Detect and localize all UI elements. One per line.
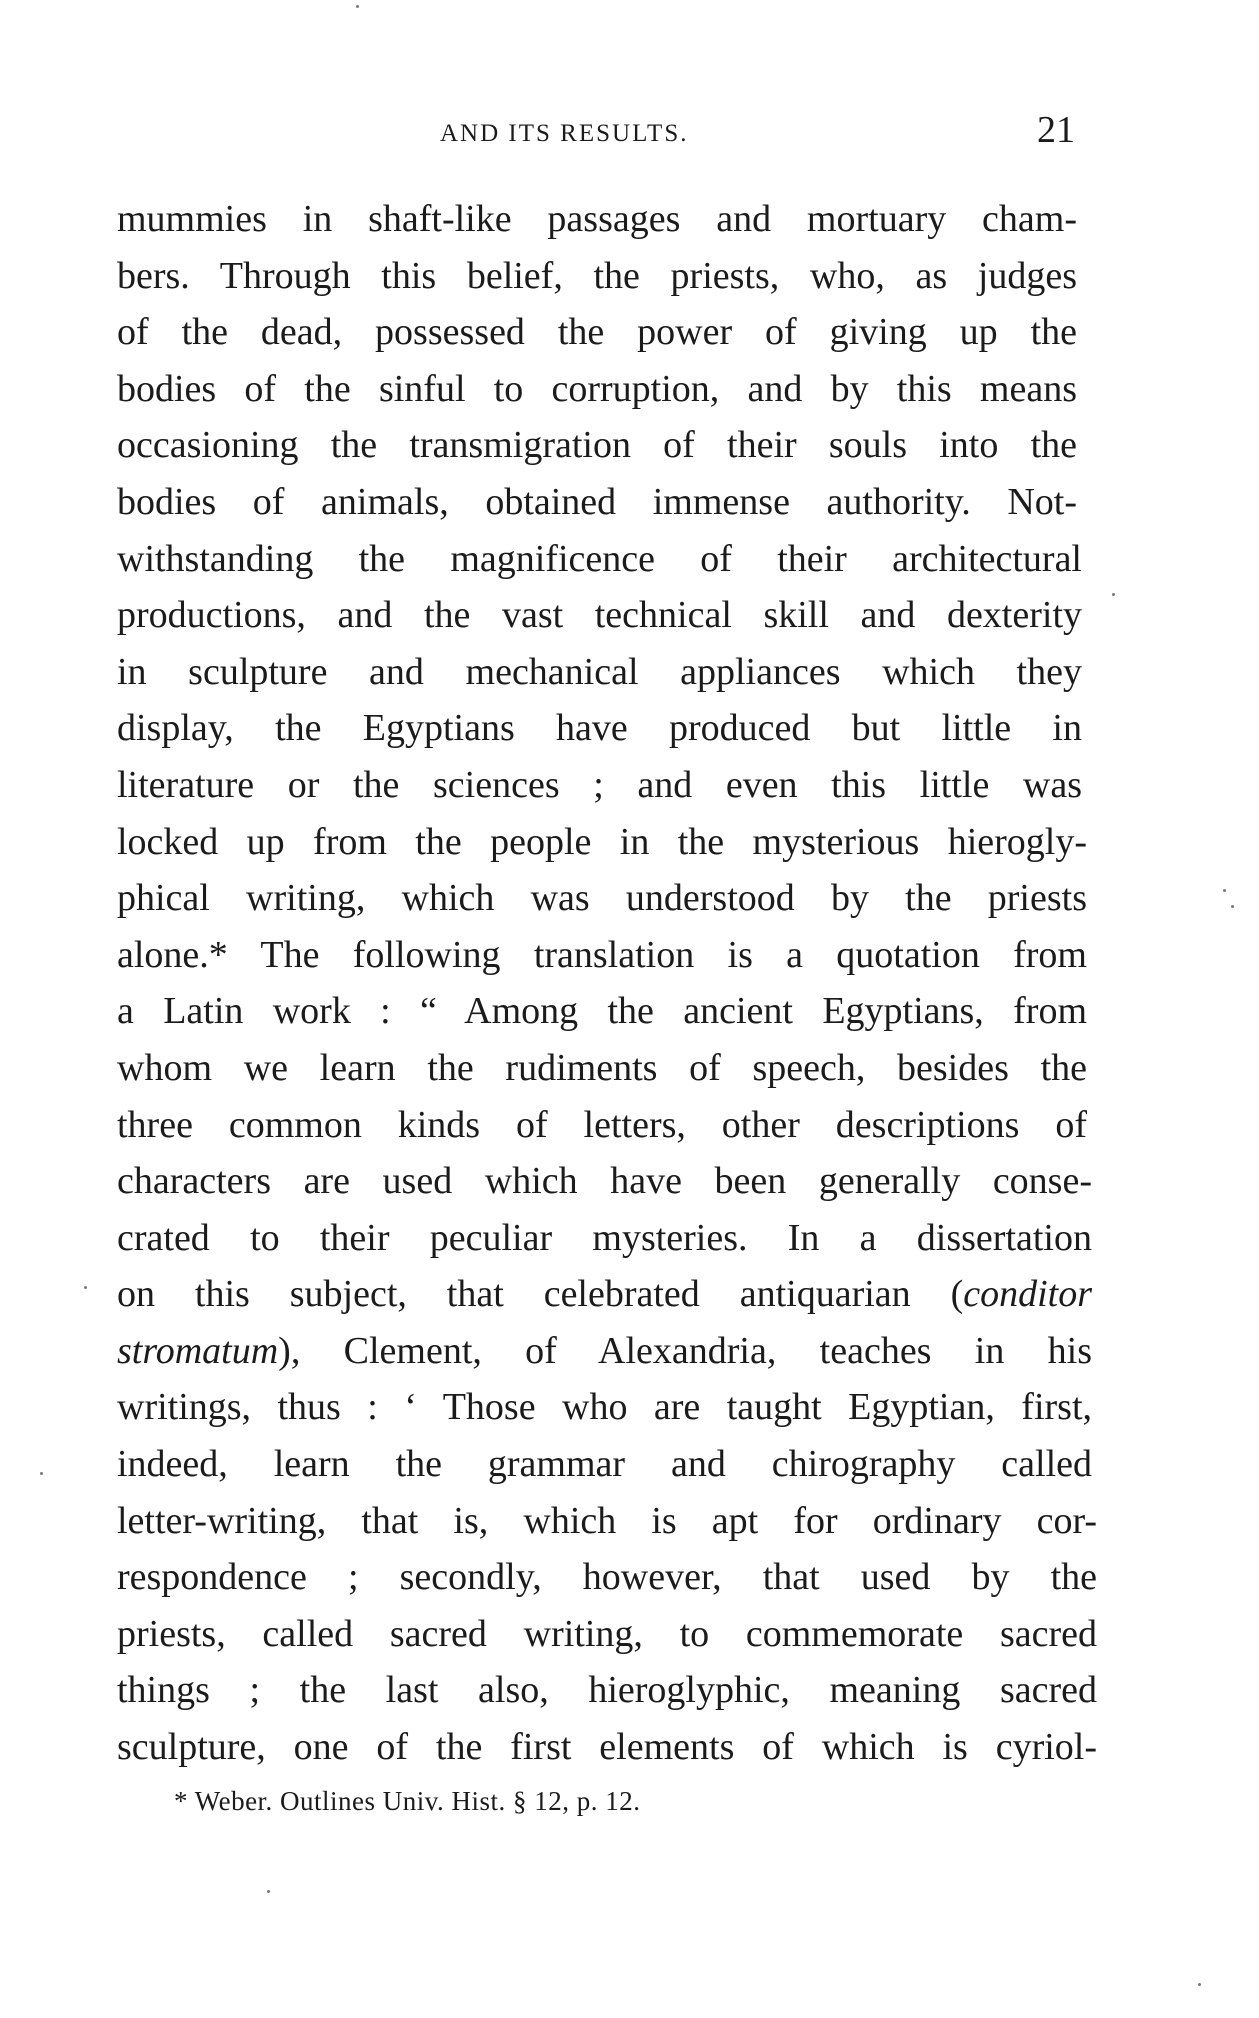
text-line: locked up from the people in the mysterious hierogly- xyxy=(117,820,1087,863)
paper-speck xyxy=(40,1472,43,1475)
text-line: sculpture, one of the first elements of which is cyriol- xyxy=(117,1726,1097,1769)
text-line: letter-writing, that is, which is apt for ordinary cor- xyxy=(117,1499,1097,1542)
running-head: AND ITS RESULTS. xyxy=(440,120,689,147)
text-line: bers. Through this belief, the priests, who, as judges xyxy=(117,254,1077,297)
italic-term: stromatum xyxy=(117,1329,279,1372)
text-line: alone.* The following translation is a quotation from xyxy=(117,933,1087,976)
paper-speck xyxy=(1112,593,1115,596)
text-segment: ), Clement, of Alexandria, teaches in his xyxy=(278,1329,1092,1372)
text-line: mummies in shaft-like passages and mortuary cham- xyxy=(117,198,1077,240)
paper-speck xyxy=(1231,905,1234,908)
text-line: literature or the sciences ; and even this little was xyxy=(117,763,1082,806)
paper-speck xyxy=(84,1286,87,1289)
text-line xyxy=(117,1323,1092,1380)
text-line: bodies of the sinful to corruption, and by this means xyxy=(117,367,1077,410)
text-line: things ; the last also, hieroglyphic, meaning sacred xyxy=(117,1669,1097,1712)
text-line: whom we learn the rudiments of speech, besides the xyxy=(117,1046,1087,1089)
text-line: characters are used which have been generally conse- xyxy=(117,1160,1092,1203)
text-line: priests, called sacred writing, to commemorate sacred xyxy=(117,1612,1097,1655)
text-line: on this subject, that celebrated antiquarian (conditor xyxy=(117,1273,1093,1316)
italic-term: conditor xyxy=(963,1273,1093,1316)
text-line: respondence ; secondly, however, that used by the xyxy=(117,1556,1097,1599)
page-header xyxy=(115,108,1075,158)
text-line: three common kinds of letters, other descriptions of xyxy=(117,1103,1087,1146)
text-line: bodies of animals, obtained immense authority. Not- xyxy=(117,480,1077,523)
text-line: occasioning the transmigration of their souls into the xyxy=(117,424,1077,467)
text-line: indeed, learn the grammar and chirography called xyxy=(117,1443,1092,1486)
text-line: in sculpture and mechanical appliances which they xyxy=(117,650,1082,693)
paper-speck xyxy=(1223,889,1226,892)
body-text xyxy=(117,191,1097,1776)
text-segment: on this subject, that celebrated antiquarian xyxy=(117,1273,911,1316)
page-number: 21 xyxy=(1037,109,1075,151)
text-line: crated to their peculiar mysteries. In a dissertation xyxy=(117,1216,1092,1259)
text-line: a Latin work : “ Among the ancient Egyptians, from xyxy=(117,990,1087,1033)
paper-speck xyxy=(356,5,359,8)
paper-speck xyxy=(267,1890,270,1893)
text-line: withstanding the magnificence of their architectural xyxy=(117,537,1082,580)
text-line: display, the Egyptians have produced but little in xyxy=(117,707,1082,750)
footnote: * Weber. Outlines Univ. Hist. § 12, p. 12. xyxy=(174,1786,641,1816)
text-line: phical writing, which was understood by the priests xyxy=(117,877,1087,920)
paper-speck xyxy=(1198,1983,1201,1986)
text-line: of the dead, possessed the power of giving up the xyxy=(117,311,1077,354)
text-line: writings, thus : ‘ Those who are taught Egyptian, first, xyxy=(117,1386,1092,1429)
text-line: productions, and the vast technical skill and dexterity xyxy=(117,594,1082,637)
